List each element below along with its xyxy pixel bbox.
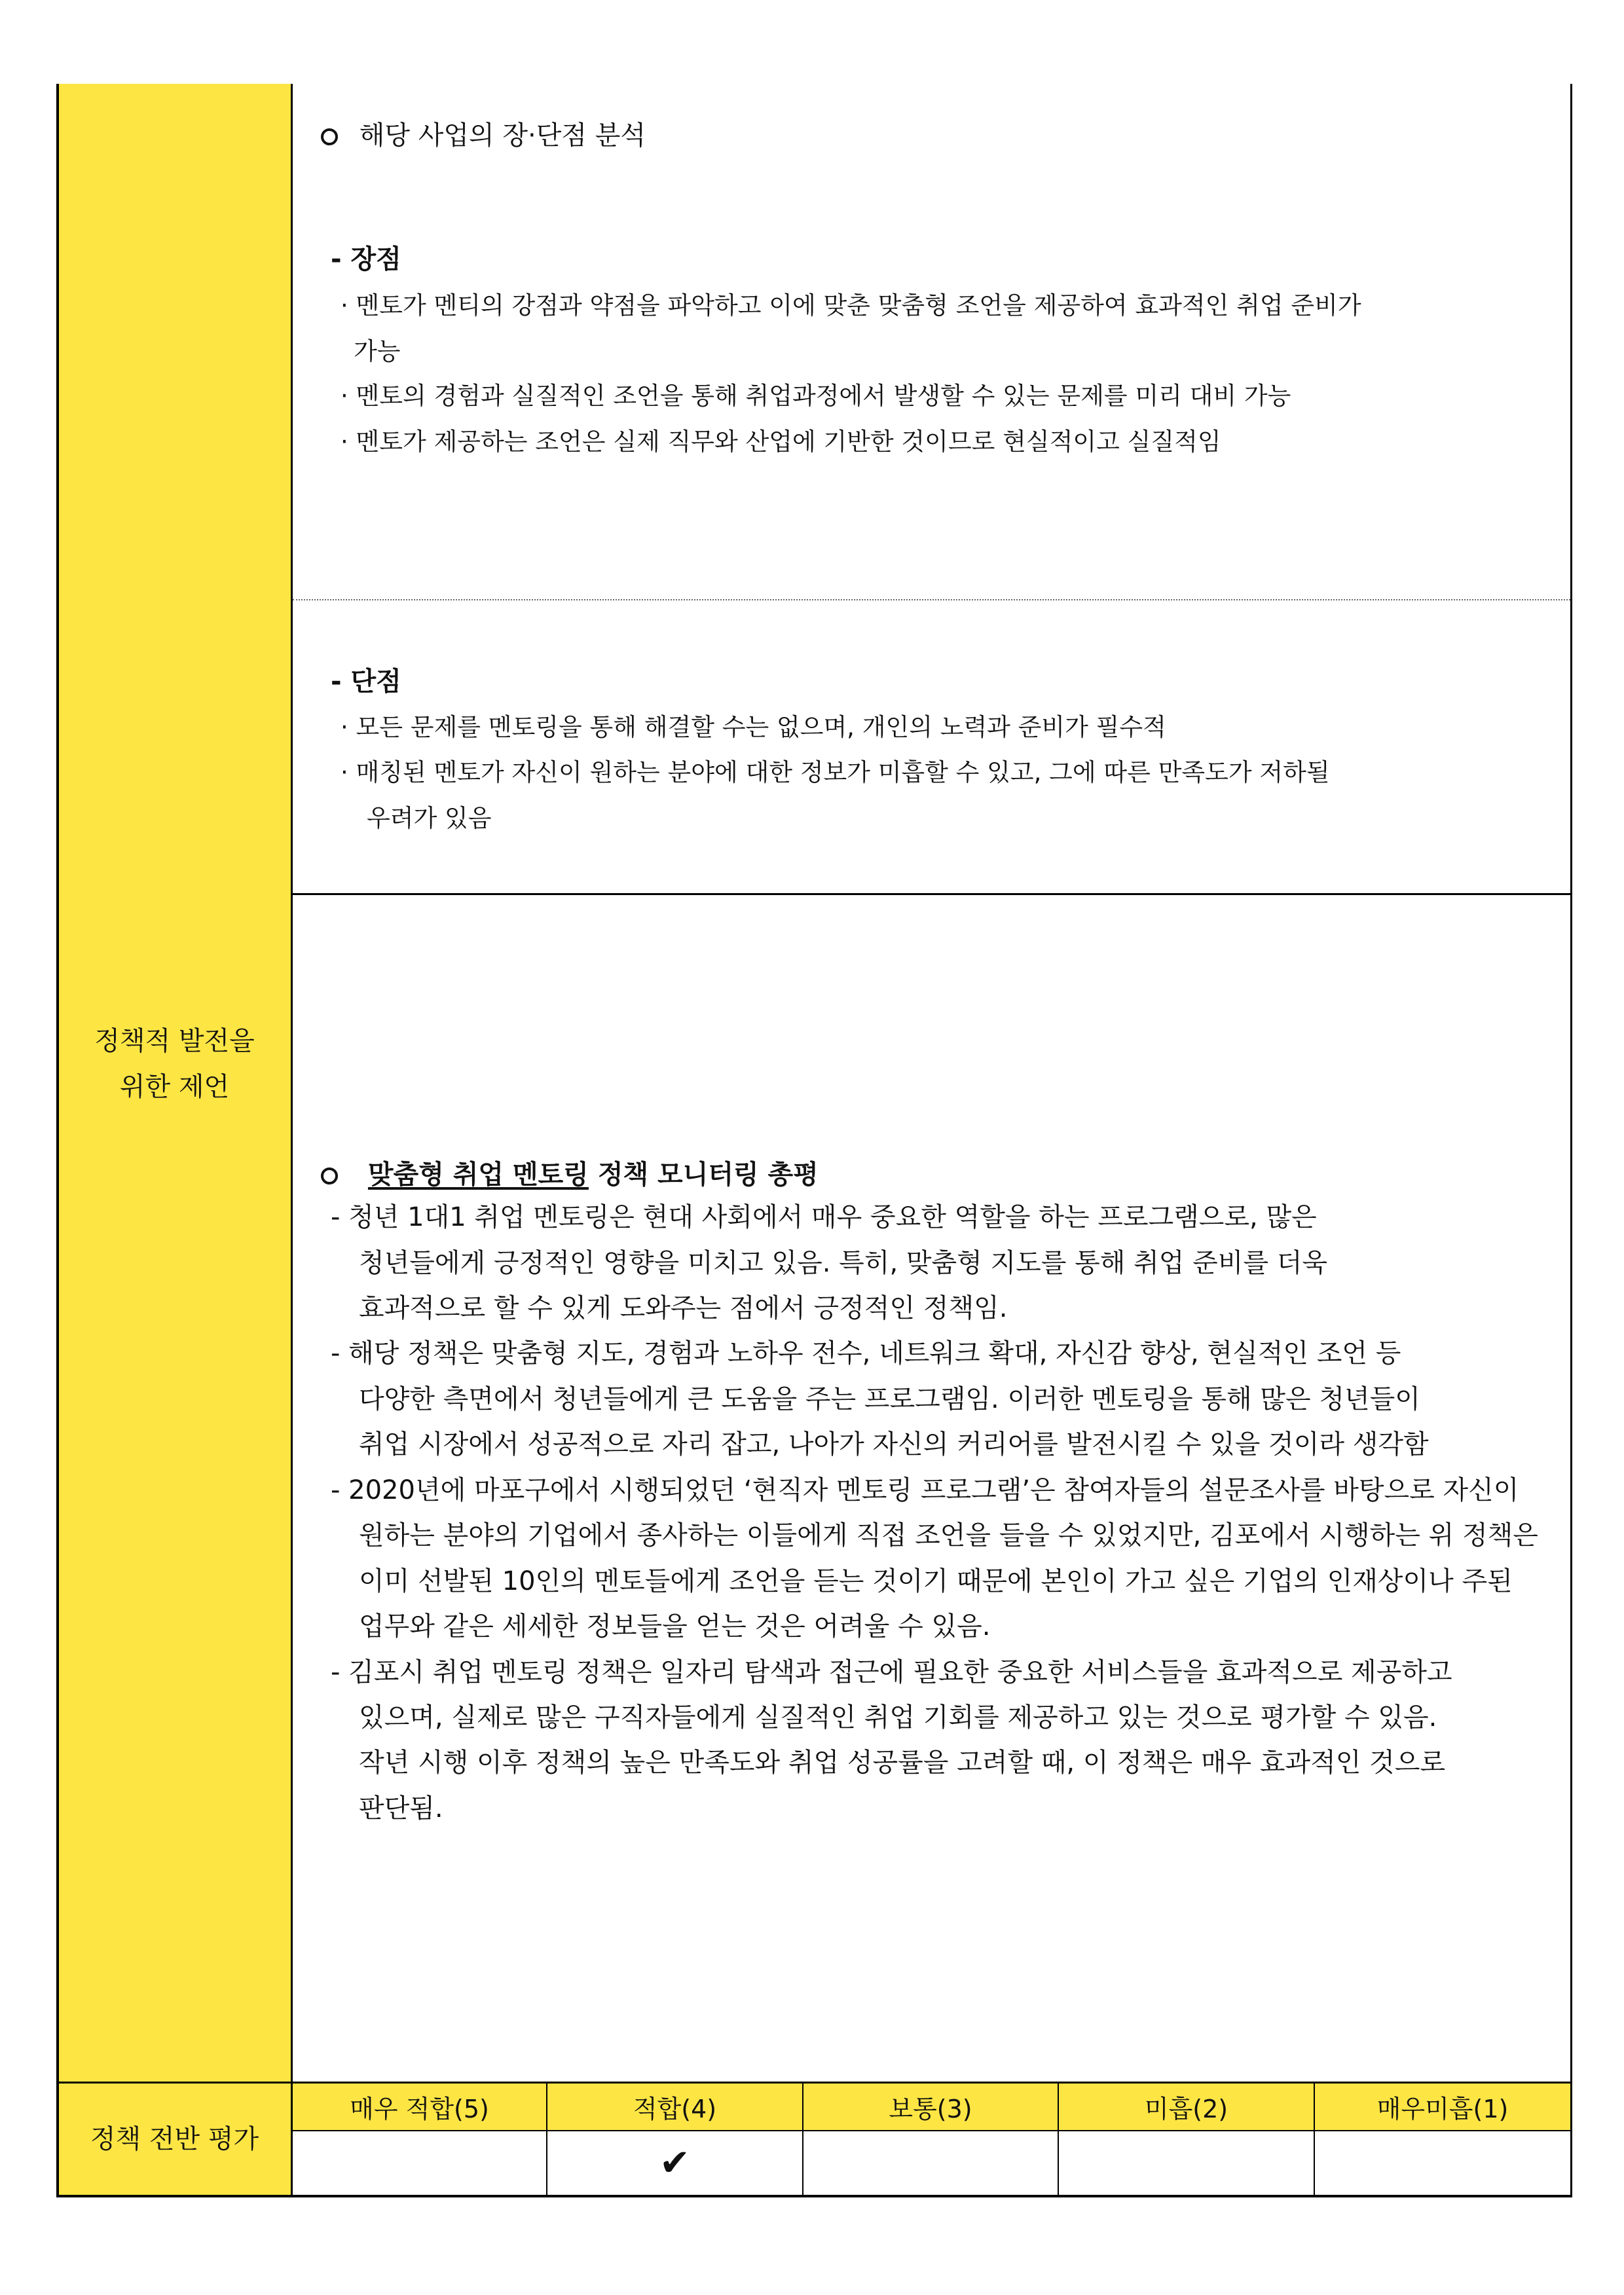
rating-option-2: 미흡(2) [1144, 2095, 1228, 2123]
check-mark-icon: ✔ [659, 2141, 690, 2184]
overall-evaluation-label: 정책 전반 평가 [90, 2124, 259, 2154]
policy-proposal-label-line2: 위한 제언 [119, 1072, 230, 1102]
monitoring-heading-rest: 정책 모니터링 총평 [588, 1160, 819, 1190]
table-right-border [1570, 84, 1572, 2197]
paragraph-line-14: 판단됨. [359, 1793, 443, 1824]
monitoring-heading-underlined: 맞춤형 취업 멘토링 [367, 1160, 589, 1190]
paragraph-line-8: 원하는 분야의 기업에서 종사하는 이들에게 직접 조언을 들을 수 있었지만, 김포에서 시행하는 위 정책은 [359, 1520, 1538, 1551]
pros-item-1: · 멘토가 멘티의 강점과 약점을 파악하고 이에 맞춘 맞춤형 조언을 제공하여 효과적인 취업 준비가 [341, 291, 1361, 320]
cons-item-1: · 모든 문제를 멘토링을 통해 해결할 수는 없으며, 개인의 노력과 준비가 필수적 [341, 713, 1166, 741]
rating-cell-5 [293, 2131, 546, 2195]
rating-option-1: 매우미흡(1) [1376, 2095, 1509, 2123]
policy-proposal-label-line1: 정책적 발전을 [94, 1026, 255, 1056]
cons-label: - 단점 [331, 667, 401, 697]
analysis-heading: 해당 사업의 장·단점 분석 [321, 122, 646, 149]
paragraph-line-5: 다양한 측면에서 청년들에게 큰 도움을 주는 프로그램임. 이러한 멘토링을 통해 많은 청년들이 [359, 1384, 1420, 1414]
policy-proposal-label [58, 1012, 291, 1116]
table-left-border [56, 84, 59, 2197]
rating-option-3: 보통(3) [889, 2095, 972, 2123]
paragraph-line-13: 작년 시행 이후 정책의 높은 만족도와 취업 성공률을 고려할 때, 이 정책은 매우 효과적인 것으로 [359, 1748, 1446, 1778]
pros-cons-dotted-divider [293, 599, 1570, 600]
pros-item-2: · 멘토의 경험과 실질적인 조언을 통해 취업과정에서 발생할 수 있는 문제를 미리 대비 가능 [341, 382, 1291, 410]
rating-cell-4 [547, 2131, 802, 2195]
pros-item-1-continued: 가능 [354, 337, 401, 365]
paragraph-line-12: 있으며, 실제로 많은 구직자들에게 실질적인 취업 기회를 제공하고 있는 것으로 평가할 수 있음. [359, 1702, 1437, 1733]
paragraph-line-1: - 청년 1대1 취업 멘토링은 현대 사회에서 매우 중요한 역할을 하는 프로그램으로, 많은 [331, 1202, 1317, 1232]
paragraph-line-10: 업무와 같은 세세한 정보들을 얻는 것은 어려울 수 있음. [359, 1611, 991, 1642]
circle-bullet-icon [321, 1167, 338, 1184]
paragraph-line-11: - 김포시 취업 멘토링 정책은 일자리 탐색과 접근에 필요한 중요한 서비스들을 효과적으로 제공하고 [331, 1657, 1452, 1687]
paragraph-line-9: 이미 선발된 10인의 멘토들에게 조언을 듣는 것이기 때문에 본인이 가고 싶은 기업의 인재상이나 주된 [359, 1566, 1513, 1596]
label-column [58, 84, 291, 2196]
rating-cell-3 [803, 2131, 1058, 2195]
label-column-right-border [291, 84, 293, 2197]
paragraph-line-7: - 2020년에 마포구에서 시행되었던 ‘현직자 멘토링 프로그램’은 참여자들의 설문조사를 바탕으로 자신이 [331, 1475, 1519, 1505]
paragraph-line-3: 효과적으로 할 수 있게 도와주는 점에서 긍정적인 정책임. [359, 1293, 1008, 1323]
paragraph-line-2: 청년들에게 긍정적인 영향을 미치고 있음. 특히, 맞춤형 지도를 통해 취업 준비를 더욱 [359, 1248, 1328, 1278]
rating-option-5: 매우 적합(5) [350, 2095, 489, 2123]
table-bottom-border [56, 2195, 1572, 2197]
rating-option-4: 적합(4) [633, 2095, 717, 2123]
monitoring-heading [321, 1162, 819, 1188]
paragraph-line-4: - 해당 정책은 맞춤형 지도, 경험과 노하우 전수, 네트워크 확대, 자신감 향상, 현실적인 조언 등 [331, 1338, 1401, 1368]
paragraph-line-6: 취업 시장에서 성공적으로 자리 잡고, 나아가 자신의 커리어를 발전시킬 수 있을 것이라 생각함 [359, 1429, 1429, 1460]
rating-cell-1 [1315, 2131, 1570, 2195]
rating-cell-2 [1059, 2131, 1314, 2195]
circle-bullet-icon [321, 128, 338, 145]
pros-item-3: · 멘토가 제공하는 조언은 실제 직무와 산업에 기반한 것이므로 현실적이고 실질적임 [341, 428, 1221, 456]
pros-label: - 장점 [331, 244, 401, 274]
cons-item-2: · 매칭된 멘토가 자신이 원하는 분야에 대한 정보가 미흡할 수 있고, 그에 따른 만족도가 저하될 [341, 758, 1330, 786]
section-divider [291, 893, 1572, 895]
cons-item-2-continued: 우려가 있음 [367, 804, 492, 832]
